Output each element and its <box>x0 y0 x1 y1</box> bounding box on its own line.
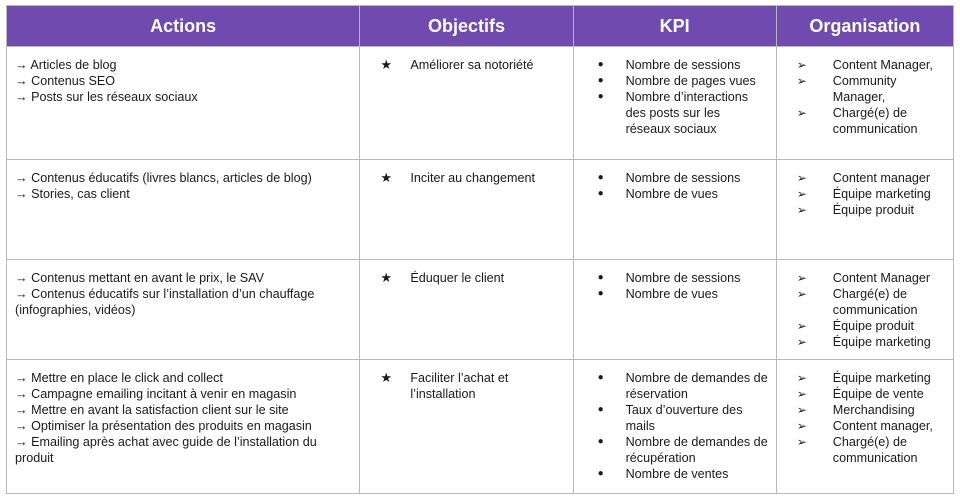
bullet-icon: ● <box>597 59 604 70</box>
bullet-icon: ● <box>597 288 604 299</box>
objective-cell <box>360 47 573 160</box>
table-row <box>7 160 954 260</box>
arrowhead-icon: ➢ <box>796 271 807 285</box>
org-item: ➢ Équipe produit <box>796 203 915 217</box>
action-line: → Contenus éducatifs (livres blancs, articles de blog) <box>15 171 312 185</box>
arrowhead-icon: ➢ <box>796 403 807 417</box>
bullet-icon: ● <box>597 436 604 447</box>
org-item: ➢ Équipe marketing <box>796 335 931 349</box>
action-line: → Contenus mettant en avant le prix, le SAV <box>15 271 264 285</box>
action-line: → Contenus SEO <box>15 74 116 88</box>
action-line: → Emailing après achat avec guide de l’installation du produit <box>15 435 317 465</box>
kpi-item: ● Nombre de ventes <box>597 467 729 481</box>
header-objectifs: Objectifs <box>360 6 573 47</box>
actions-cell <box>7 260 360 360</box>
org-cell <box>776 360 953 494</box>
org-item: ➢ Équipe produit <box>796 319 915 333</box>
action-line: → Mettre en avant la satisfaction client sur le site <box>15 403 289 417</box>
org-item: ➢ Merchandising <box>796 403 915 417</box>
objective-item: ★ Éduquer le client <box>380 270 505 285</box>
arrowhead-icon: ➢ <box>796 58 807 72</box>
kpi-item: ● Nombre de demandes de récupération <box>597 435 768 465</box>
org-item: ➢ Content manager, <box>796 419 933 433</box>
org-item: ➢ Équipe marketing <box>796 187 931 201</box>
org-item: ➢ Chargé(e) de communication <box>796 106 918 136</box>
org-item: ➢ Community Manager, <box>796 74 897 104</box>
bullet-icon: ● <box>597 468 604 479</box>
header-organisation: Organisation <box>776 6 953 47</box>
org-item: ➢ Chargé(e) de communication <box>796 287 918 317</box>
kpi-cell <box>573 360 776 494</box>
action-line: → Campagne emailing incitant à venir en magasin <box>15 387 297 401</box>
actions-cell <box>7 360 360 494</box>
kpi-item: ● Nombre de vues <box>597 287 718 301</box>
star-icon: ★ <box>380 170 393 185</box>
arrowhead-icon: ➢ <box>796 74 807 88</box>
org-item: ➢ Content Manager <box>796 271 931 285</box>
arrowhead-icon: ➢ <box>796 287 807 301</box>
kpi-item: ● Taux d’ouverture des mails <box>597 403 743 433</box>
arrowhead-icon: ➢ <box>796 319 807 333</box>
strategy-table <box>6 5 954 494</box>
kpi-cell <box>573 160 776 260</box>
objective-item: ★ Inciter au changement <box>380 170 535 185</box>
arrowhead-icon: ➢ <box>796 171 807 185</box>
table-row <box>7 47 954 160</box>
bullet-icon: ● <box>597 75 604 86</box>
objective-cell <box>360 160 573 260</box>
org-item: ➢ Content manager <box>796 171 931 185</box>
bullet-icon: ● <box>597 188 604 199</box>
action-line: → Optimiser la présentation des produits en magasin <box>15 419 312 433</box>
org-cell <box>776 47 953 160</box>
star-icon: ★ <box>380 57 393 72</box>
header-row <box>7 6 954 47</box>
kpi-cell <box>573 260 776 360</box>
table-row <box>7 260 954 360</box>
org-item: ➢ Content Manager, <box>796 58 933 72</box>
header-actions: Actions <box>7 6 360 47</box>
arrowhead-icon: ➢ <box>796 203 807 217</box>
star-icon: ★ <box>380 270 393 285</box>
action-line: → Stories, cas client <box>15 187 130 201</box>
org-item: ➢ Chargé(e) de communication <box>796 435 918 465</box>
header-kpi: KPI <box>573 6 776 47</box>
arrowhead-icon: ➢ <box>796 106 807 120</box>
kpi-item: ● Nombre de sessions <box>597 171 741 185</box>
kpi-item: ● Nombre d’interactions des posts sur les réseaux sociaux <box>597 90 749 136</box>
arrowhead-icon: ➢ <box>796 371 807 385</box>
table-row <box>7 360 954 494</box>
action-line: → Articles de blog <box>15 58 117 72</box>
objective-cell <box>360 260 573 360</box>
objective-cell <box>360 360 573 494</box>
action-line: → Posts sur les réseaux sociaux <box>15 90 198 104</box>
bullet-icon: ● <box>597 272 604 283</box>
org-item: ➢ Équipe marketing <box>796 371 931 385</box>
bullet-icon: ● <box>597 372 604 383</box>
kpi-item: ● Nombre de sessions <box>597 58 741 72</box>
bullet-icon: ● <box>597 91 604 102</box>
kpi-item: ● Nombre de vues <box>597 187 718 201</box>
bullet-icon: ● <box>597 404 604 415</box>
org-cell <box>776 260 953 360</box>
kpi-item: ● Nombre de pages vues <box>597 74 756 88</box>
actions-cell <box>7 47 360 160</box>
org-cell <box>776 160 953 260</box>
arrowhead-icon: ➢ <box>796 419 807 433</box>
arrowhead-icon: ➢ <box>796 435 807 449</box>
objective-item: ★ Faciliter l’achat et l’installation <box>380 370 509 401</box>
kpi-cell <box>573 47 776 160</box>
action-line: → Mettre en place le click and collect <box>15 371 223 385</box>
star-icon: ★ <box>380 370 393 385</box>
objective-item: ★ Améliorer sa notoriété <box>380 57 534 72</box>
arrowhead-icon: ➢ <box>796 387 807 401</box>
arrowhead-icon: ➢ <box>796 187 807 201</box>
kpi-item: ● Nombre de demandes de réservation <box>597 371 768 401</box>
action-line: → Contenus éducatifs sur l’installation d’un chauffage (infographies, vidéos) <box>15 287 315 317</box>
kpi-item: ● Nombre de sessions <box>597 271 741 285</box>
actions-cell <box>7 160 360 260</box>
org-item: ➢ Équipe de vente <box>796 387 924 401</box>
bullet-icon: ● <box>597 172 604 183</box>
arrowhead-icon: ➢ <box>796 335 807 349</box>
